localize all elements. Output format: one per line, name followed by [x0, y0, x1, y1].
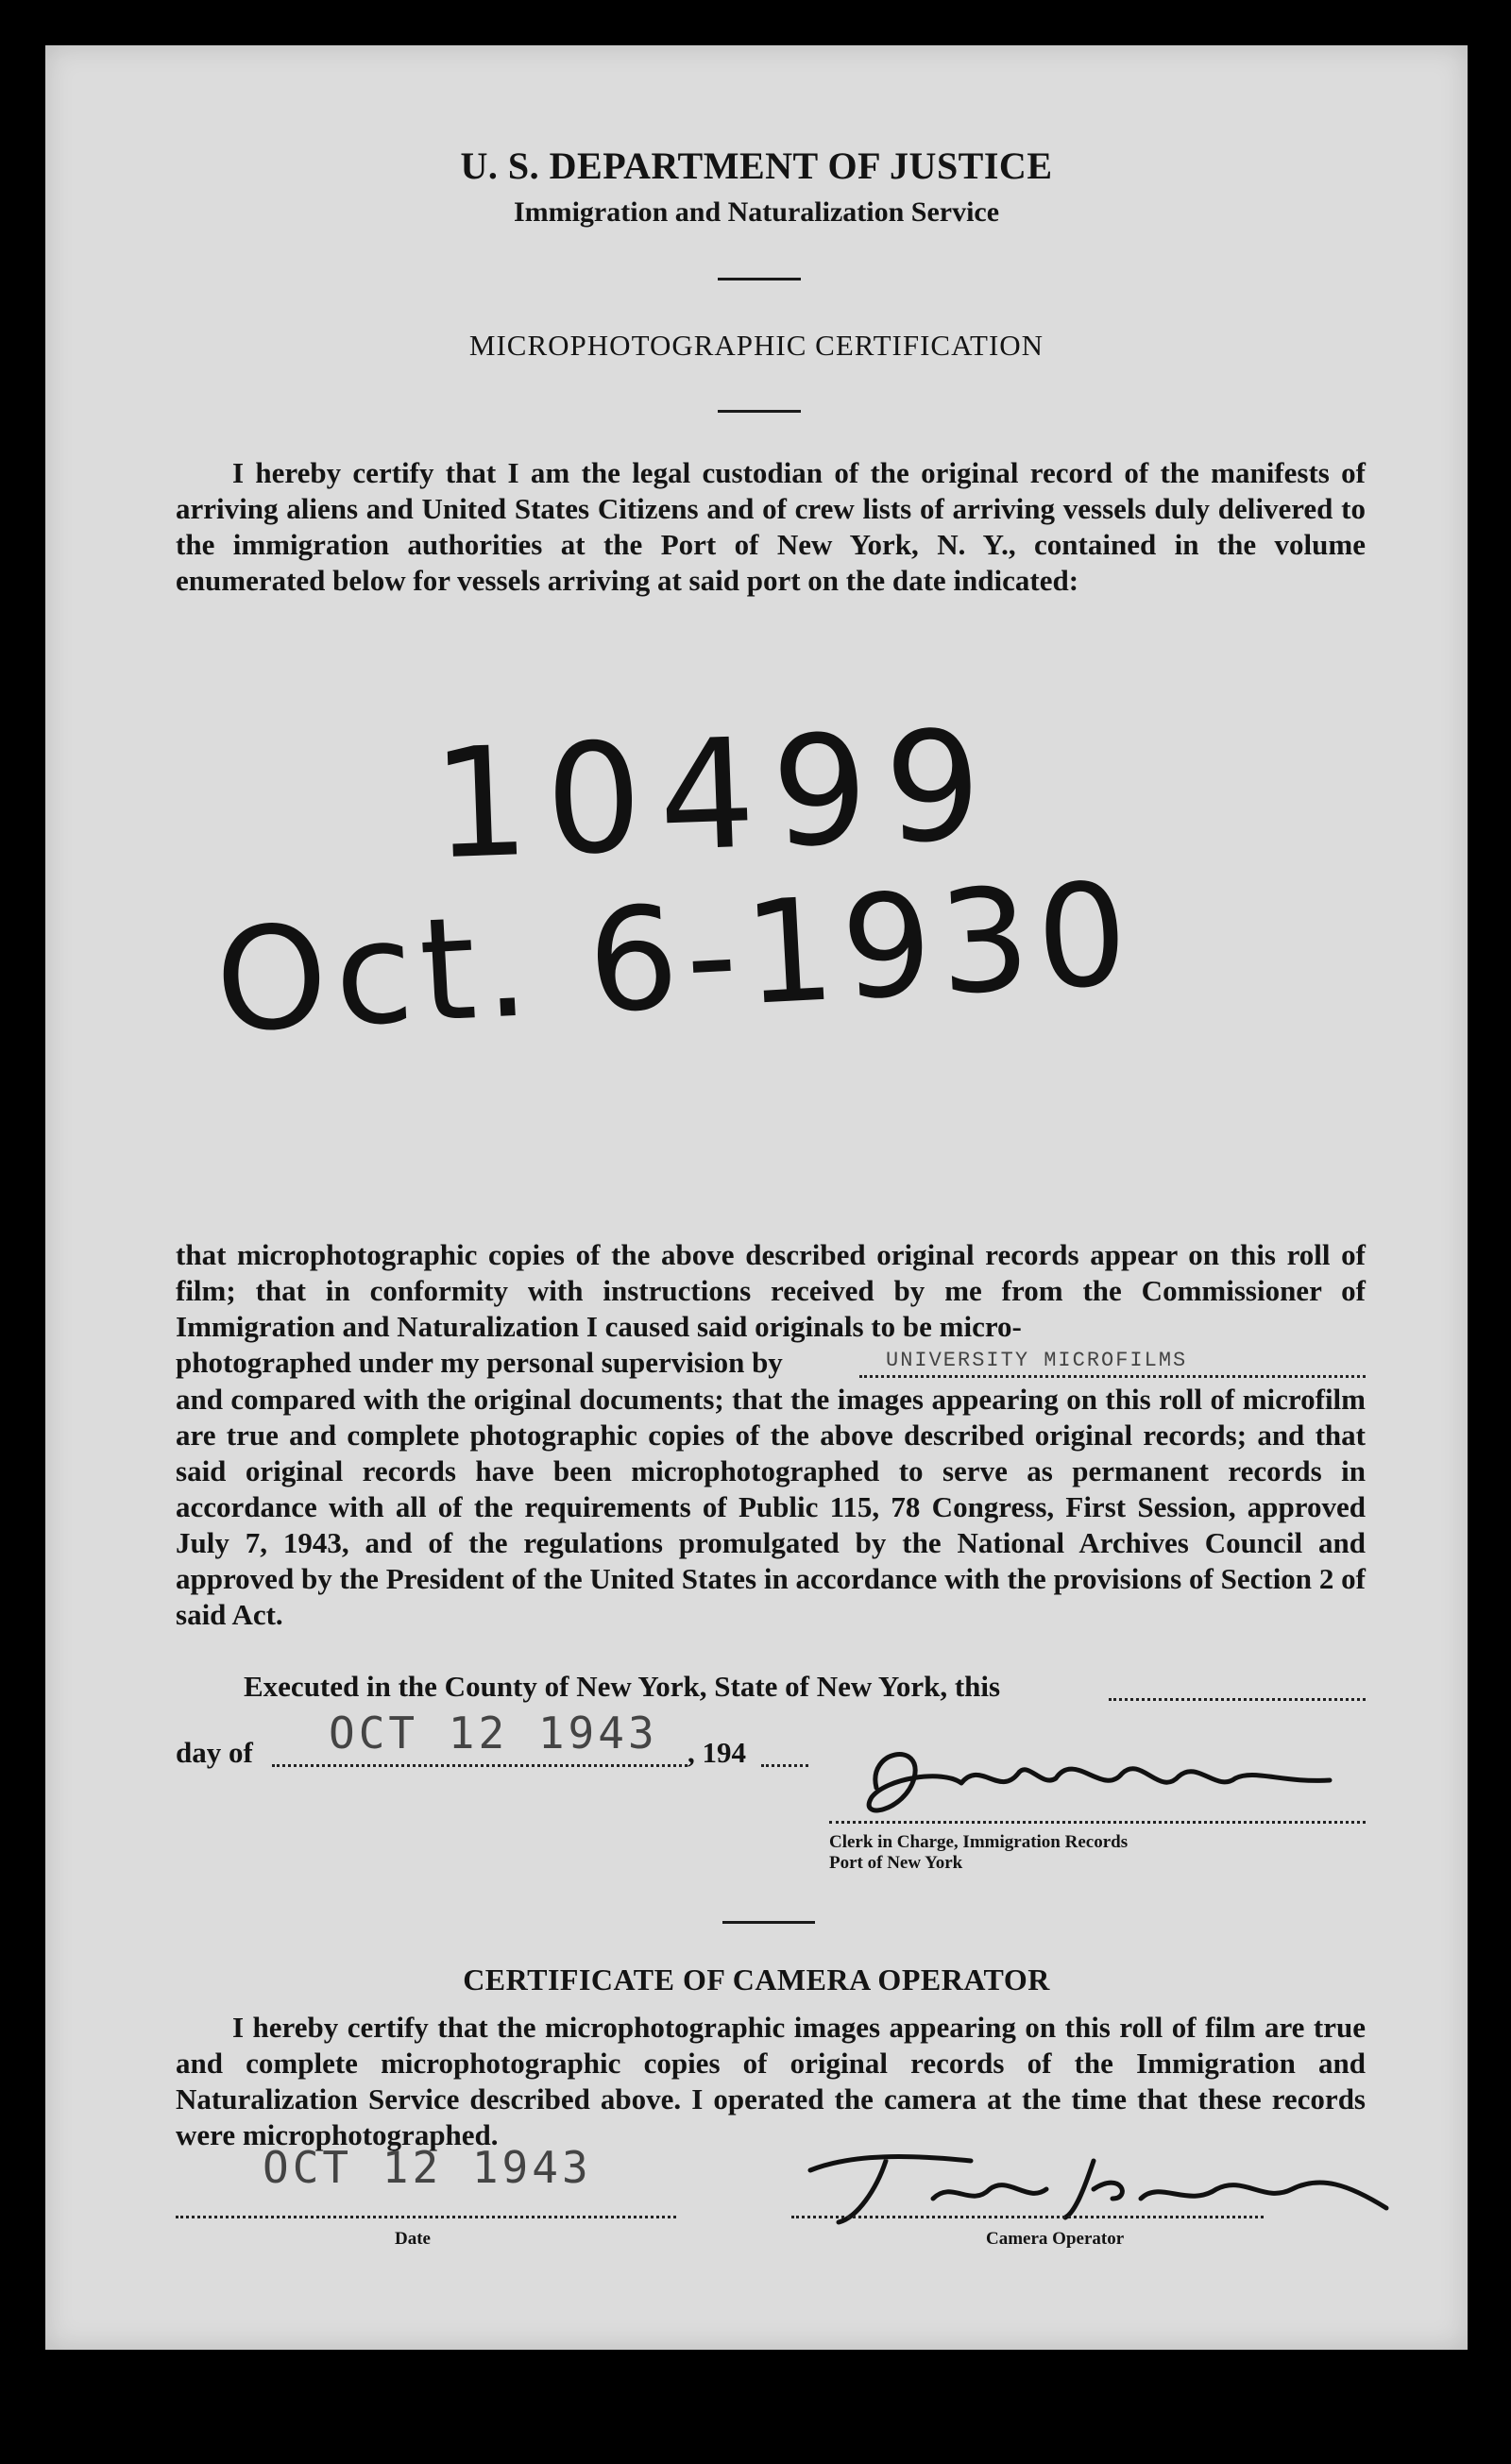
title-divider: [718, 410, 801, 413]
camera-certificate-heading: CERTIFICATE OF CAMERA OPERATOR: [463, 1963, 1050, 1997]
date-label: Date: [395, 2229, 431, 2249]
intro-paragraph: I hereby certify that I am the legal custodian of the original record of the manifests of arriving aliens and United States Citizens and of crew lists of arriving vessels duly delivered to the immigration authorities at the Port of New York, N. Y., contained in the volume enumerated below for vessels arriving at said port on the date indicated:: [176, 456, 1366, 597]
photographer-line: [859, 1375, 1366, 1378]
camera-operator-line: [791, 2216, 1264, 2218]
day-of-label: day of: [176, 1736, 253, 1769]
date-line: [176, 2216, 676, 2218]
body-supervision-text: photographed under my personal supervision by: [176, 1346, 783, 1379]
camera-stamp-date: OCT 12 1943: [263, 2142, 592, 2193]
clerk-location: Port of New York: [829, 1853, 963, 1873]
certification-title: MICROPHOTOGRAPHIC CERTIFICATION: [468, 329, 1044, 362]
photographer-name: UNIVERSITY MICROFILMS: [886, 1349, 1188, 1372]
year-line: [761, 1764, 808, 1767]
camera-operator-signature: [782, 2133, 1424, 2236]
body-paragraph-part1: that microphotographic copies of the above described original records appear on this roll of film; that in conformity with instructions received by me from the Commissioner of Immigration and Naturalization I caused said originals to be micro-: [176, 1238, 1366, 1343]
header-divider: [718, 278, 801, 280]
body-paragraph-part2: and compared with the original documents; that the images appearing on this roll of microfilm are true and complete photographic copies of the above described original records; and that said original records have been microphotographed to serve as permanent records in accordance with all of the requirements of Public 115, 78 Congress, First Session, approved July 7, 1943, and of the regulations promulgated by the National Archives Council and approved by the President of the United States in accordance with the provisions of Section 2 of said Act.: [176, 1383, 1366, 1631]
camera-certificate-paragraph: I hereby certify that the microphotographic images appearing on this roll of film are true and complete microphotographic copies of original records of the Immigration and Naturalization Service described above. I operated the camera at the time that these records were microphotographed.: [176, 2011, 1366, 2151]
section-divider: [722, 1921, 815, 1924]
clerk-signature: [839, 1731, 1367, 1835]
clerk-title: Clerk in Charge, Immigration Records: [829, 1832, 1129, 1852]
handwritten-volume-number: 10499: [429, 696, 1002, 893]
department-title: U. S. DEPARTMENT OF JUSTICE: [460, 144, 1053, 187]
handwritten-date: Oct. 6-1930: [212, 852, 1139, 1065]
year-prefix: , 194: [688, 1736, 746, 1769]
executed-stamp-date: OCT 12 1943: [329, 1708, 658, 1759]
executed-day-line: [1109, 1698, 1366, 1701]
executed-text: Executed in the County of New York, State of New York, this: [244, 1670, 1001, 1703]
certificate-page: [45, 45, 1468, 2350]
camera-operator-label: Camera Operator: [986, 2229, 1125, 2249]
service-subtitle: Immigration and Naturalization Service: [513, 196, 1000, 228]
day-of-line: [272, 1764, 688, 1767]
clerk-signature-line: [829, 1821, 1366, 1824]
